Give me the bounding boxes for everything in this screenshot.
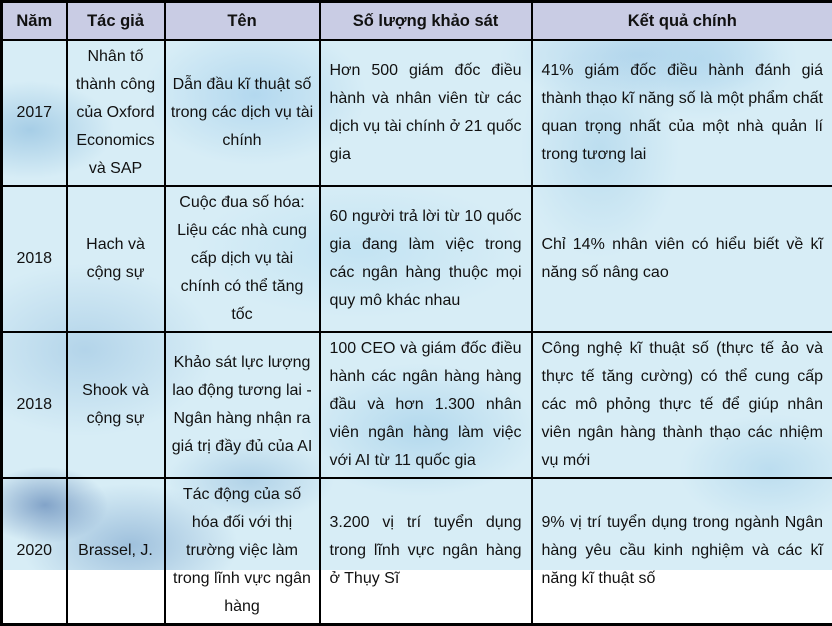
table-row [2,186,832,332]
cell-author: Shook và cộng sự [67,332,165,478]
column-header-survey: Số lượng khảo sát [320,2,532,41]
header-row [2,2,832,41]
column-header-year: Năm [2,2,67,41]
cell-title: Cuộc đua số hóa: Liệu các nhà cung cấp dịch vụ tài chính có thể tăng tốc [165,186,320,332]
cell-survey: 100 CEO và giám đốc điều hành các ngân hàng hàng đầu và hơn 1.300 nhân viên ngân hàng làm việc với AI từ 11 quốc gia [320,332,532,478]
cell-survey: Hơn 500 giám đốc điều hành và nhân viên từ các dịch vụ tài chính ở 21 quốc gia [320,40,532,186]
table-row [2,332,832,478]
cell-survey: 60 người trả lời từ 10 quốc gia đang làm việc trong các ngân hàng thuộc mọi quy mô khác nhau [320,186,532,332]
cell-result: 9% vị trí tuyển dụng trong ngành Ngân hàng yêu cầu kinh nghiệm và các kĩ năng kĩ thuật số [532,478,832,625]
cell-author: Nhân tố thành công của Oxford Economics và SAP [67,40,165,186]
cell-title: Khảo sát lực lượng lao động tương lai - Ngân hàng nhận ra giá trị đầy đủ của AI [165,332,320,478]
cell-result: Chỉ 14% nhân viên có hiểu biết về kĩ năng số nâng cao [532,186,832,332]
cell-year: 2020 [2,478,67,625]
cell-survey: 3.200 vị trí tuyển dụng trong lĩnh vực ngân hàng ở Thụy Sĩ [320,478,532,625]
column-header-result: Kết quả chính [532,2,832,41]
cell-title: Tác động của số hóa đối với thị trường việc làm trong lĩnh vực ngân hàng [165,478,320,625]
cell-title: Dẫn đầu kĩ thuật số trong các dịch vụ tài chính [165,40,320,186]
table-header [2,2,832,41]
cell-author: Brassel, J. [67,478,165,625]
table-row [2,478,832,625]
cell-result: Công nghệ kĩ thuật số (thực tế ảo và thực tế tăng cường) có thể cung cấp các mô phỏng thực tế để giúp nhân viên ngân hàng thành thạo các nhiệm vụ mới [532,332,832,478]
table-body [2,40,832,625]
column-header-author: Tác giả [67,2,165,41]
column-header-title: Tên [165,2,320,41]
cell-author: Hach và cộng sự [67,186,165,332]
cell-year: 2018 [2,332,67,478]
table-row [2,40,832,186]
cell-year: 2018 [2,186,67,332]
cell-result: 41% giám đốc điều hành đánh giá thành thạo kĩ năng số là một phẩm chất quan trọng nhất của một nhà quản lí trong tương lai [532,40,832,186]
cell-year: 2017 [2,40,67,186]
